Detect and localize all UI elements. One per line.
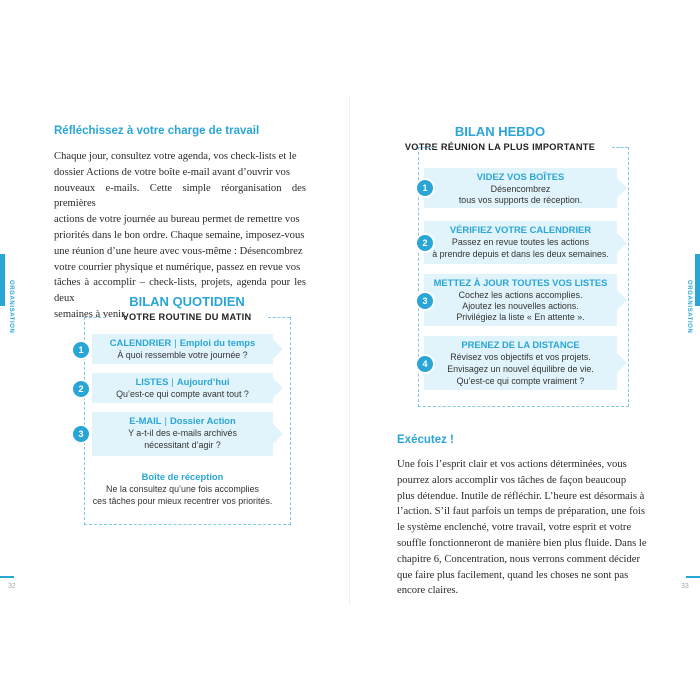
paragraph-line: pourrez alors accomplir vos tâches de façon beaucoup (397, 474, 627, 486)
paragraph-line: semaines à venir. (54, 308, 127, 320)
step-text: Ajoutez les nouvelles actions. (462, 301, 579, 311)
step-text: tous vos supports de réception. (458, 195, 583, 205)
chapter-tab (0, 254, 5, 306)
paragraph-line: Chaque jour, consultez votre agenda, vos check-lists et le (54, 151, 297, 162)
inbox-note-text: ces tâches pour mieux recentrer vos priorités. (92, 496, 273, 506)
paragraph-line: votre courrier physique et numérique, passez en revue vos (54, 261, 301, 273)
paragraph-line: actions de votre journée au bureau permet de remettre vos (54, 214, 300, 226)
step-text: Désencombrez (490, 184, 551, 194)
step-title (92, 415, 273, 426)
page-number: 33 (681, 583, 689, 590)
daily-review-subtitle: VOTRE ROUTINE DU MATIN (122, 312, 252, 322)
paragraph-line: Une fois l’esprit clair et vos actions déterminées, vous (397, 459, 627, 470)
chapter-label: ORGANISATION (686, 280, 692, 334)
inbox-note-text: Ne la consultez qu’une fois accomplies (106, 484, 259, 494)
step-number-badge: 2 (415, 233, 435, 253)
step-arrow (273, 424, 283, 444)
step-text: Révisez vos objectifs et vos projets. (450, 352, 591, 362)
step-number-badge: 3 (415, 291, 435, 311)
step-title: VÉRIFIEZ VOTRE CALENDRIER (449, 224, 592, 235)
daily-step-calendar (92, 334, 273, 364)
separator: | (171, 376, 174, 387)
weekly-step-lists (424, 274, 617, 326)
step-text: Cochez les actions accomplies. (458, 290, 583, 300)
paragraph-line: dossier Actions de votre boîte e-mail avant d’ouvrir vos (54, 166, 290, 178)
paragraph-line: souffle fonctionneront de manière bien plus fluide. Dans le (397, 537, 647, 549)
step-arrow (617, 178, 627, 198)
step-text: nécessitant d’agir ? (144, 440, 221, 450)
page-number: 32 (8, 583, 16, 590)
step-text: Qu’est-ce qui compte vraiment ? (456, 376, 585, 386)
paragraph-line: le système enclenché, votre travail, votre esprit et votre (397, 522, 632, 534)
step-title (92, 337, 273, 348)
step-title: VIDEZ VOS BOÎTES (476, 171, 565, 182)
step-number-badge: 2 (71, 379, 91, 399)
step-title-main: E-MAIL (129, 415, 162, 426)
step-number-badge: 1 (415, 178, 435, 198)
step-arrow (617, 290, 627, 310)
step-title: METTEZ À JOUR TOUTES VOS LISTES (433, 277, 608, 288)
corner-accent (686, 576, 700, 578)
step-title (92, 376, 273, 387)
section-heading-execute: Exécutez ! (397, 434, 454, 446)
daily-step-lists (92, 373, 273, 403)
step-text: Y a-t-il des e-mails archivés (128, 428, 237, 438)
step-number-badge: 1 (71, 340, 91, 360)
paragraph-line: encore claires. (397, 585, 459, 597)
paragraph-line: tâches à accomplir – check-lists, projets, agenda pour les deux (54, 277, 306, 305)
paragraph-line: priorités dans le bon ordre. Chaque semaine, imposez-vous (54, 229, 305, 241)
step-text: Envisagez un nouvel équilibre de vie. (447, 364, 594, 374)
chapter-tab (695, 254, 700, 306)
separator: | (164, 415, 167, 426)
daily-step-email (92, 412, 273, 456)
paragraph-line: chapitre 6, Concentration, nous verrons comment décider (397, 553, 640, 565)
daily-review-title: BILAN QUOTIDIEN (129, 294, 245, 309)
step-text: Privilégiez la liste « En attente ». (456, 312, 585, 322)
weekly-step-distance (424, 336, 617, 390)
step-text: à prendre depuis et dans les deux semaines. (432, 249, 609, 259)
paragraph-line: l’action. S’il faut parfois un temps de préparation, une fois (397, 506, 646, 518)
weekly-review-title: BILAN HEBDO (454, 124, 546, 139)
weekly-step-calendar (424, 221, 617, 264)
execute-paragraph (397, 457, 649, 599)
step-text: À quoi ressemble votre journée ? (117, 350, 248, 360)
inbox-note-title: Boîte de réception (141, 471, 224, 482)
step-text: Qu’est-ce qui compte avant tout ? (116, 389, 249, 399)
step-number-badge: 3 (71, 424, 91, 444)
section-heading-workload: Réfléchissez à votre charge de travail (54, 125, 260, 137)
step-arrow (617, 353, 627, 373)
step-title-main: CALENDRIER (109, 337, 172, 348)
step-arrow (273, 378, 283, 398)
step-text: Passez en revue toutes les actions (451, 237, 590, 247)
paragraph-line: une réunion d’une heure avec vous-même : Désencombrez (54, 245, 303, 257)
step-title-detail: Dossier Action (169, 415, 236, 426)
step-number-badge: 4 (415, 354, 435, 374)
weekly-step-inboxes (424, 168, 617, 208)
step-title-main: LISTES (135, 376, 169, 387)
step-title: PRENEZ DE LA DISTANCE (461, 339, 580, 350)
paragraph-line: que faire plus facilement, quand les choses ne sont pas (397, 569, 629, 581)
paragraph-line: plus détendue. Inutile de réfléchir. L’heure est désormais à (397, 490, 645, 502)
paragraph-line: nouveaux e-mails. Cette simple réorganisation des premières (54, 182, 306, 210)
corner-accent (0, 576, 14, 578)
weekly-review-subtitle: VOTRE RÉUNION LA PLUS IMPORTANTE (404, 142, 596, 152)
step-arrow (273, 339, 283, 359)
step-title-detail: Aujourd’hui (176, 376, 230, 387)
step-arrow (617, 233, 627, 253)
separator: | (174, 337, 177, 348)
chapter-label: ORGANISATION (8, 280, 14, 334)
right-page (350, 0, 700, 700)
step-title-detail: Emploi du temps (179, 337, 256, 348)
